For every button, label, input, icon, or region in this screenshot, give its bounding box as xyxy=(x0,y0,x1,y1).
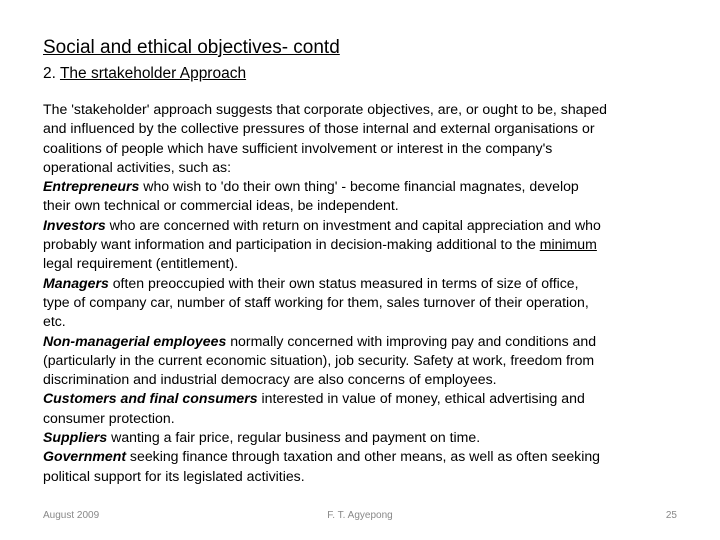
stakeholder-label: Entrepreneurs xyxy=(43,178,140,195)
body-line xyxy=(43,235,703,254)
body-line xyxy=(43,254,703,273)
body-line xyxy=(43,409,703,428)
subtitle-number: 2. xyxy=(43,65,56,82)
line-text: often preoccupied with their own status measured in terms of size of office, xyxy=(108,274,579,291)
line-text: seeking finance through taxation and other means, as well as often seeking xyxy=(126,448,601,465)
line-text: probably want information and participation in decision-making additional to the xyxy=(43,236,540,253)
body-line xyxy=(43,312,703,331)
line-text: wanting a fair price, regular business and payment on time. xyxy=(107,429,481,446)
stakeholder-label: Managers xyxy=(43,274,109,291)
footer-page-number: 25 xyxy=(665,510,677,521)
body-line xyxy=(43,274,703,293)
line-text: their own technical or commercial ideas, be independent. xyxy=(43,197,399,214)
stakeholder-label: Customers and final consumers xyxy=(43,390,258,407)
footer-date: August 2009 xyxy=(43,510,100,521)
footer-author: F. T. Agyepong xyxy=(327,510,393,521)
line-text: type of company car, number of staff working for them, sales turnover of their operation, xyxy=(43,293,589,310)
body-line xyxy=(43,177,703,196)
body-line xyxy=(43,293,703,312)
line-text: political support for its legislated activities. xyxy=(43,467,305,484)
slide-body xyxy=(43,100,703,486)
stakeholder-label: Investors xyxy=(43,216,106,233)
line-text: discrimination and industrial democracy are also concerns of employees. xyxy=(43,371,497,388)
body-line xyxy=(43,389,703,408)
line-text: operational activities, such as: xyxy=(43,158,232,175)
body-line xyxy=(43,467,703,486)
line-text: interested in value of money, ethical advertising and xyxy=(257,390,585,407)
line-text: normally concerned with improving pay and conditions and xyxy=(226,332,597,349)
body-line xyxy=(43,119,703,138)
line-text: who are concerned with return on investment and capital appreciation and who xyxy=(105,216,601,233)
slide-title: Social and ethical objectives- contd xyxy=(43,37,340,58)
body-line xyxy=(43,158,703,177)
slide-subtitle xyxy=(43,65,246,83)
line-text: The 'stakeholder' approach suggests that corporate objectives, are, or ought to be, shaped xyxy=(43,101,608,117)
underlined-word: minimum xyxy=(539,236,597,253)
body-line xyxy=(43,332,703,351)
body-line xyxy=(43,139,703,158)
body-line xyxy=(43,100,703,119)
line-text: coalitions of people which have sufficient involvement or interest in the company's xyxy=(43,139,553,156)
stakeholder-label: Suppliers xyxy=(43,429,108,446)
line-text: legal requirement (entitlement). xyxy=(43,255,239,272)
body-line xyxy=(43,447,703,466)
body-line xyxy=(43,196,703,215)
subtitle-text: The srtakeholder Approach xyxy=(59,65,247,82)
stakeholder-label: Non-managerial employees xyxy=(43,332,227,349)
line-text: etc. xyxy=(43,313,66,330)
body-line xyxy=(43,351,703,370)
line-text: consumer protection. xyxy=(43,409,175,426)
body-line xyxy=(43,428,703,447)
line-text: and influenced by the collective pressures of those internal and external organisations or xyxy=(43,120,595,137)
body-line xyxy=(43,370,703,389)
line-text: (particularly in the current economic situation), job security. Safety at work, freedom from xyxy=(43,351,595,368)
body-line xyxy=(43,216,703,235)
line-text: who wish to 'do their own thing' - become financial magnates, develop xyxy=(139,178,579,195)
stakeholder-label: Government xyxy=(43,448,127,465)
